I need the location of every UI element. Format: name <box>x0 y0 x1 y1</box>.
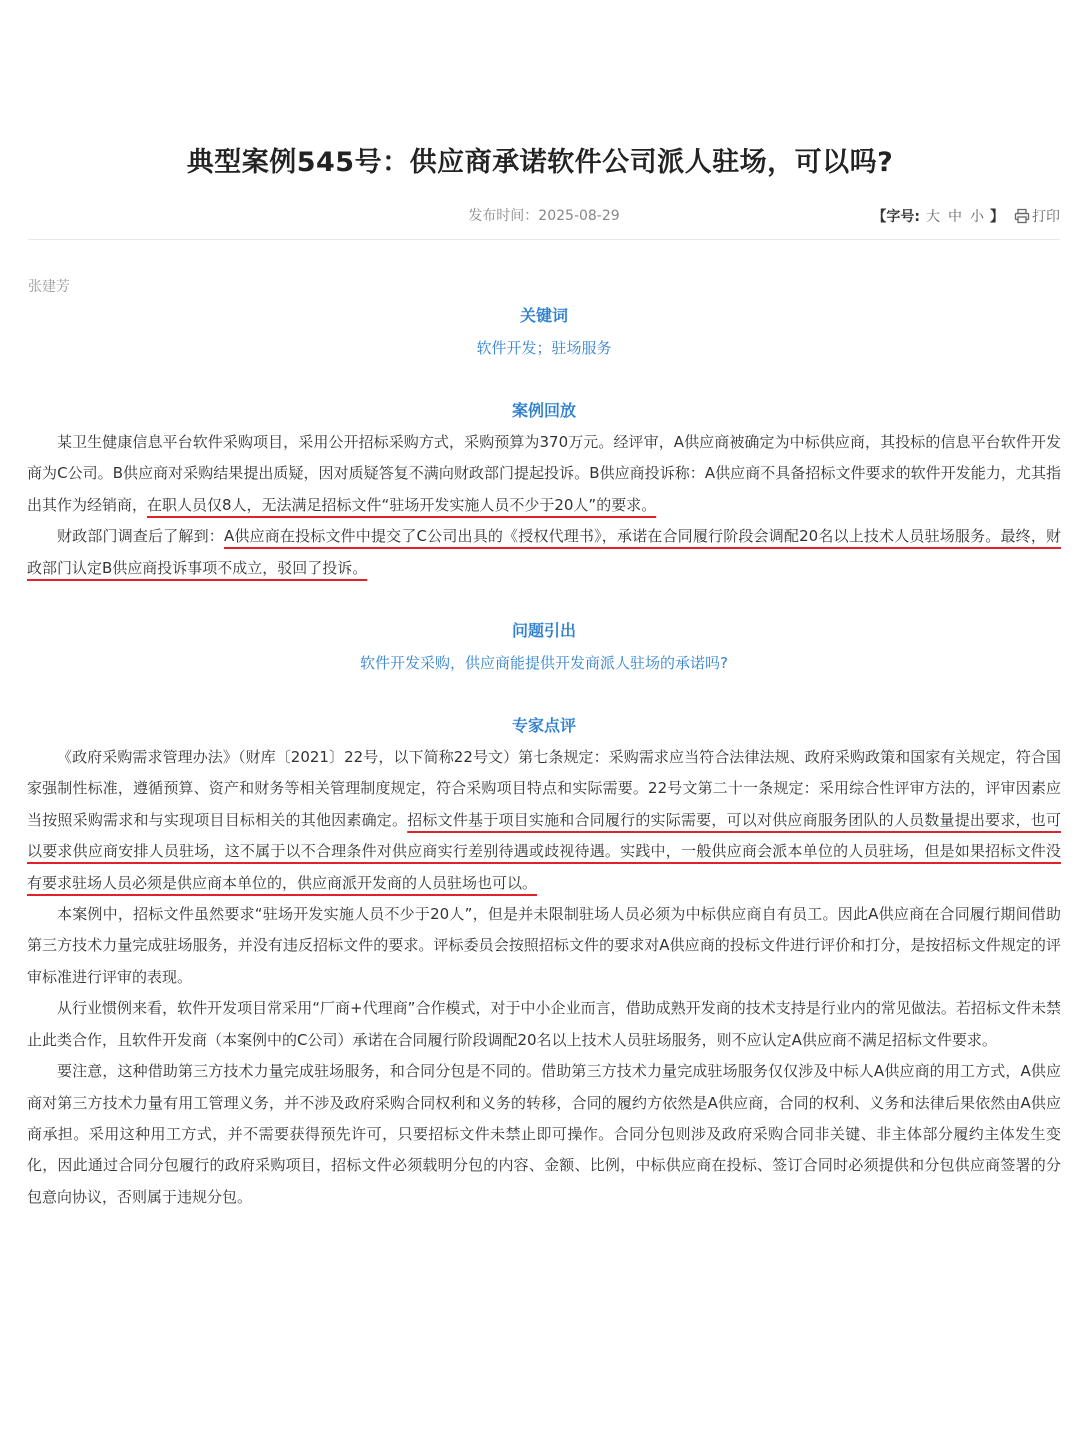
publish-time: 发布时间：2025-08-29 <box>468 208 620 224</box>
article-title: 典型案例545号：供应商承诺软件公司派人驻场，可以吗? <box>186 147 894 178</box>
keywords-text: 软件开发；驻场服务 <box>476 339 612 357</box>
font-size-close-bracket: 】 <box>990 209 1004 225</box>
case-review-p1-text: 某卫生健康信息平台软件采购项目，采用公开招标采购方式，采购预算为370万元。经评审，A供应商被确定为中标供应商，其投标的信息平台软件开发商为C公司。B供应商对采购结果提出质疑，因对质疑答复不满向财政部门提起投诉。B供应商投诉称：A供应商不具备招标文件要求的软件开发能力，尤其指出其作为经销商， <box>27 433 1061 514</box>
expert-paragraph-2: 本案例中，招标文件虽然要求“驻场开发实施人员不少于20人”，但是并未限制驻场人员必须为中标供应商自有员工。因此A供应商在合同履行期间借助第三方技术力量完成驻场服务，并没有违反招标文件的要求。评标委员会按照招标文件的要求对A供应商的投标文件进行评价和打分，是按招标文件规定的评审标准进行评审的表现。 <box>27 905 1061 986</box>
expert-review-heading: 专家点评 <box>511 716 576 736</box>
case-review-p1-underlined: 在职人员仅8人，无法满足招标文件“驻场开发实施人员不少于20人”的要求。 <box>147 495 657 514</box>
case-review-p2-text: 财政部门调查后了解到： <box>57 527 224 546</box>
keywords-heading: 关键词 <box>519 306 568 325</box>
print-label: 打印 <box>1032 209 1060 225</box>
printer-icon <box>1014 208 1030 224</box>
expert-p1-underlined: 招标文件基于项目实施和合同履行的实际需要，可以对供应商服务团队的人员数量提出要求，也可以要求供应商安排人员驻场，这不属于以不合理条件对供应商实行差别待遇或歧视待遇。实践中，一般供应商会派本单位的人员驻场，但是如果招标文件没有要求驻场人员必须是供应商本单位的，供应商派开发商的人员驻场也可以。 <box>27 810 1061 892</box>
case-review-heading: 案例回放 <box>511 401 576 420</box>
author-name: 张建芳 <box>28 279 70 295</box>
header-divider <box>28 239 1060 240</box>
article-body <box>27 300 1061 1213</box>
case-review-paragraph-2 <box>27 521 1061 584</box>
expert-paragraph-4: 要注意，这种借助第三方技术力量完成驻场服务，和合同分包是不同的。借助第三方技术力量完成驻场服务仅仅涉及中标人A供应商的用工方式，A供应商对第三方技术力量有用工管理义务，并不涉及政府采购合同权利和义务的转移，合同的履约方依然是A供应商，合同的权利、义务和法律后果依然由A供应商承担。采用这种用工方式，并不需要获得预先许可，只要招标文件未禁止即可操作。合同分包则涉及政府采购合同非关键、非主体部分履约主体发生变化，因此通过合同分包履行的政府采购项目，招标文件必须载明分包的内容、金额、比例，中标供应商在投标、签订合同时必须提供和分包供应商签署的分包意向协议，否则属于违规分包。 <box>27 1062 1061 1206</box>
expert-paragraph-1 <box>27 742 1061 899</box>
case-review-paragraph-1 <box>27 427 1061 521</box>
font-size-large-button[interactable]: 大 <box>926 209 940 225</box>
question-heading: 问题引出 <box>511 621 576 641</box>
case-review-p2-underlined: A供应商在投标文件中提交了C公司出具的《授权代理书》，承诺在合同履行阶段会调配20名以上技术人员驻场服务。最终，财政部门认定B供应商投诉事项不成立，驳回了投诉。 <box>27 527 1061 577</box>
print-button[interactable] <box>1014 206 1060 226</box>
expert-p1-text: 《政府采购需求管理办法》（财库〔2021〕22号，以下简称22号文）第七条规定：采购需求应当符合法律法规、政府采购政策和国家有关规定，符合国家强制性标准，遵循预算、资产和财务等相关管理制度规定，符合采购项目特点和实际需要。22号文第二十一条规定：采用综合性评审方法的，评审因素应当按照采购需求和与实现项目目标相关的其他因素确定。 <box>27 748 1061 829</box>
article-meta <box>28 200 1060 230</box>
question-text: 软件开发采购，供应商能提供开发商派人驻场的承诺吗? <box>360 654 728 673</box>
font-size-control <box>872 206 1060 226</box>
font-size-label: 【字号: <box>872 209 920 225</box>
expert-paragraph-3: 从行业惯例来看，软件开发项目常采用“厂商+代理商”合作模式，对于中小企业而言，借助成熟开发商的技术支持是行业内的常见做法。若招标文件未禁止此类合作，且软件开发商（本案例中的C公司）承诺在合同履行阶段调配20名以上技术人员驻场服务，则不应认定A供应商不满足招标文件要求。 <box>27 999 1061 1049</box>
font-size-small-button[interactable]: 小 <box>970 209 984 225</box>
font-size-medium-button[interactable]: 中 <box>948 209 962 225</box>
